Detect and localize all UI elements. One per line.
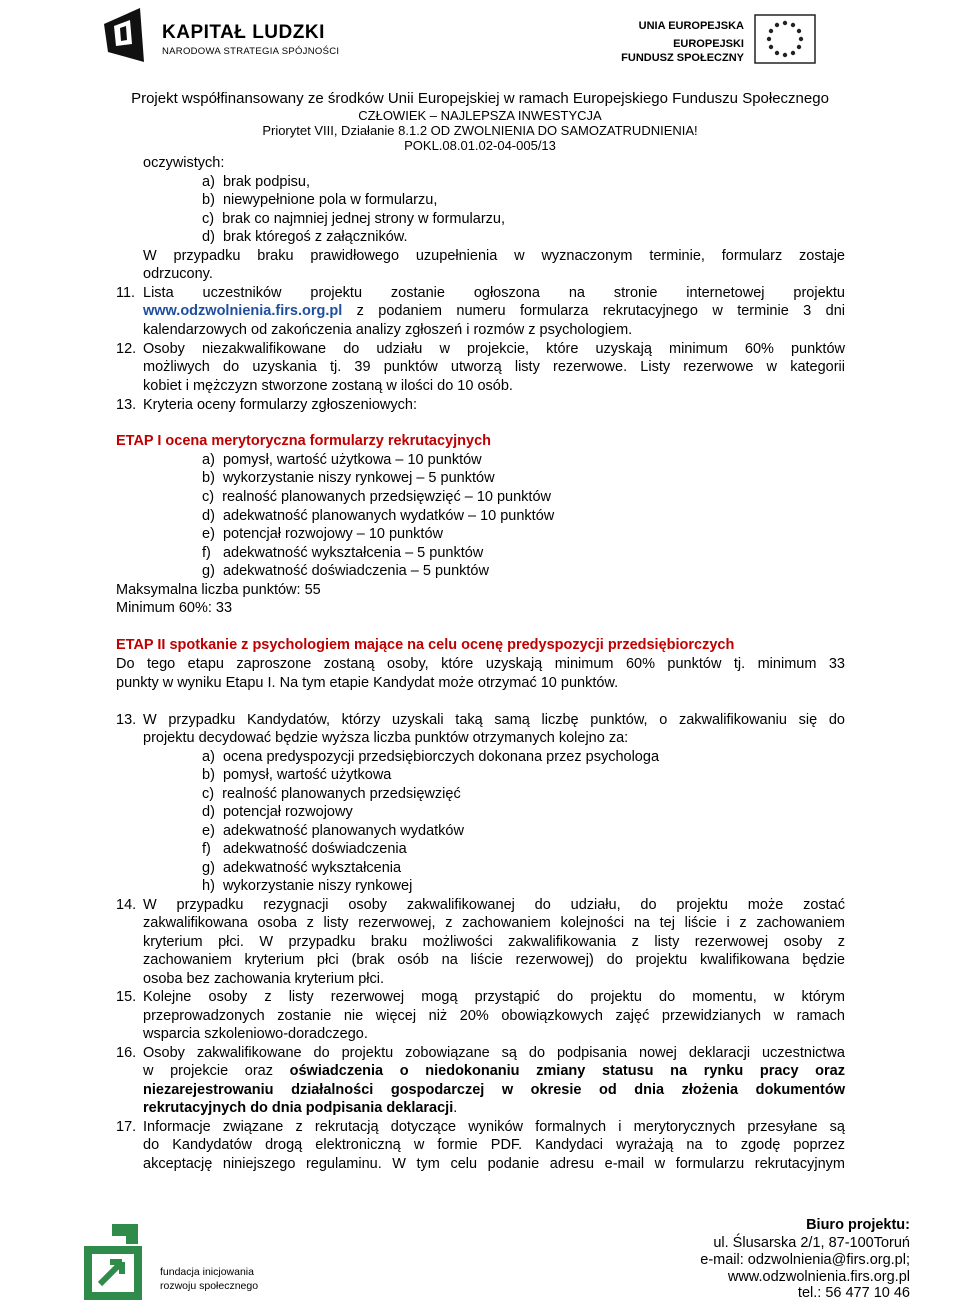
list3-item-b: b) pomysł, wartość użytkowa <box>202 767 392 783</box>
max-points: Maksymalna liczba punktów: 55 <box>116 582 321 598</box>
firs-logo-line1: fundacja inicjowania <box>160 1266 254 1278</box>
list1-item-c: c) brak co najmniej jednej strony w formularzu, <box>202 211 506 227</box>
etap-2-line2: punkty w wyniku Etapu I. Na tym etapie Kandydat może otrzymać 10 punktów. <box>116 675 619 691</box>
item-15-line1: Kolejne osoby z listy rezerwowej mogą przystąpić do projektu do momentu, w którym <box>143 989 845 1005</box>
list2-item-c: c) realność planowanych przedsięwzięć – 10 punktów <box>202 489 551 505</box>
para-p1-line1: W przypadku braku prawidłowego uzupełnienia w wyznaczonym terminie, formularz zostaje <box>143 248 845 264</box>
footer-office-title: Biuro projektu: <box>806 1217 910 1233</box>
firs-logo-line2: rozwoju społecznego <box>160 1280 259 1292</box>
footer-phone: tel.: 56 477 10 46 <box>797 1285 910 1301</box>
list3-item-f: f) adekwatność doświadczenia <box>202 841 407 857</box>
item-16-line1: Osoby zakwalifikowane do projektu zobowiązane są do podpisania nowej deklaracji uczestnictwa <box>143 1045 845 1061</box>
etap-2-line1: Do tego etapu zaproszone zostaną osoby, które uzyskają minimum 60% punktów tj. minimum 33 <box>116 656 845 672</box>
item-16-line4 <box>143 1099 457 1117</box>
kapital-ludzki-subtitle: NARODOWA STRATEGIA SPÓJNOŚCI <box>162 46 340 57</box>
item-14-number: 14. <box>116 897 137 913</box>
kapital-ludzki-emblem-icon <box>100 4 148 66</box>
item-17-line2: do Kandydatów drogą elektroniczną w formie PDF. Kandydaci wyrażają na to zgodę poprzez <box>143 1137 845 1153</box>
eu-flag-icon <box>754 14 816 64</box>
item-17-line3: akceptację niniejszego regulaminu. W tym celu podanie adresu e-mail w formularzu rekrutacyjnym <box>143 1156 845 1172</box>
header-line-1: Projekt współfinansowany ze środków Unii Europejskiej w ramach Europejskiego Funduszu Społecznego <box>131 90 829 107</box>
kapital-ludzki-title: KAPITAŁ LUDZKI <box>162 22 325 43</box>
para-p1-line2: odrzucony. <box>143 266 213 282</box>
item-13-line1: Kryteria oceny formularzy zgłoszeniowych: <box>143 397 417 413</box>
item-14-line5: osoba bez zachowania kryterium płci. <box>143 971 384 987</box>
item-12-number: 12. <box>116 341 137 357</box>
eu-logo-line3: FUNDUSZ SPOŁECZNY <box>621 52 744 64</box>
item-13b-line1: W przypadku Kandydatów, którzy uzyskali taką samą liczbę punktów, o zakwalifikowaniu się do <box>143 712 845 728</box>
item-14-line1: W przypadku rezygnacji osoby zakwalifikowanej do udziału, do projektu może zostać <box>143 897 845 913</box>
list3-item-c: c) realność planowanych przedsięwzięć <box>202 786 461 802</box>
list2-item-g: g) adekwatność doświadczenia – 5 punktów <box>202 563 489 579</box>
item-13-number: 13. <box>116 397 137 413</box>
list3-item-e: e) adekwatność planowanych wydatków <box>202 823 464 839</box>
item-16-line2-text: w projekcie oraz <box>143 1063 290 1079</box>
item-12-line1: Osoby niezakwalifikowane do udziału w projekcie, które uzyskają minimum 60% punktów <box>143 341 845 357</box>
footer-email[interactable]: e-mail: odzwolnienia@firs.org.pl; <box>700 1252 910 1268</box>
list1-item-a: a) brak podpisu, <box>202 174 311 190</box>
item-16-number: 16. <box>116 1045 137 1061</box>
firs-logo <box>82 1218 262 1300</box>
item-12-line2: możliwych do uzyskania tj. 39 punktów utworzą listy rezerwowe. Listy rezerwowe w kategorii <box>143 359 845 375</box>
eu-logo <box>621 14 830 74</box>
list2-item-f: f) adekwatność wykształcenia – 5 punktów <box>202 545 484 561</box>
item-13b-line2: projektu decydować będzie wyższa liczba punktów otrzymanych kolejno za: <box>143 730 629 746</box>
min-points: Minimum 60%: 33 <box>116 600 233 616</box>
eu-logo-line2: EUROPEJSKI <box>673 38 744 50</box>
item-11-line2-text: z podaniem numeru formularza rekrutacyjnego w terminie 3 dni <box>342 303 845 319</box>
item-15-number: 15. <box>116 989 137 1005</box>
item-17-number: 17. <box>116 1119 137 1135</box>
header-line-2: CZŁOWIEK – NAJLEPSZA INWESTYCJA <box>358 108 602 123</box>
list2-item-e: e) potencjał rozwojowy – 10 punktów <box>202 526 443 542</box>
list1-item-b: b) niewypełnione pola w formularzu, <box>202 192 438 208</box>
footer-website[interactable]: www.odzwolnienia.firs.org.pl <box>727 1269 910 1285</box>
list3-item-h: h) wykorzystanie niszy rynkowej <box>202 878 413 894</box>
item-14-line4: zachowaniem kryterium płci (brak osób na liście rezerwowej) do projektu kwalifikowana będzie <box>143 952 845 968</box>
item-13b-number: 13. <box>116 712 137 728</box>
item-14-line2: zakwalifikowana osoba z listy rezerwowej, z zachowaniem kolejności na tej liście i z zachowaniem <box>143 915 845 931</box>
list1-item-d: d) brak któregoś z załączników. <box>202 229 408 245</box>
header-line-3: Priorytet VIII, Działanie 8.1.2 OD ZWOLNIENIA DO SAMOZATRUDNIENIA! <box>262 123 698 138</box>
item-16-line3: niezarejestrowaniu działalności gospodarczej w okresie od dnia złożenia dokumentów <box>143 1082 845 1098</box>
list2-item-b: b) wykorzystanie niszy rynkowej – 5 punktów <box>202 470 495 486</box>
item-11-line3: kalendarzowych od zakończenia analizy zgłoszeń i rozmów z psychologiem. <box>143 322 633 338</box>
etap-2-heading: ETAP II spotkanie z psychologiem mające na celu ocenę predyspozycji przedsiębiorczych <box>116 637 735 653</box>
project-website-link[interactable]: www.odzwolnienia.firs.org.pl <box>143 303 343 319</box>
item-15-line2: przeprowadzonych zostanie nie więcej niż 20% obowiązkowych zajęć przewidzianych w ramach <box>143 1008 845 1024</box>
oczywistych-label: oczywistych: <box>143 155 225 171</box>
list2-item-a: a) pomysł, wartość użytkowa – 10 punktów <box>202 452 482 468</box>
item-12-line3: kobiet i mężczyzn stworzone zostaną w ilości do 10 osób. <box>143 378 513 394</box>
item-15-line3: wsparcia szkoleniowo-doradczego. <box>143 1026 368 1042</box>
list3-item-g: g) adekwatność wykształcenia <box>202 860 402 876</box>
item-11-line2 <box>143 302 845 320</box>
item-16-line2 <box>143 1062 845 1080</box>
etap-1-heading: ETAP I ocena merytoryczna formularzy rekrutacyjnych <box>116 433 491 449</box>
item-16-line2-bold: oświadczenia o niedokonaniu zmiany statusu na rynku pracy oraz <box>289 1063 845 1079</box>
item-16-line4-dot: . <box>453 1100 458 1116</box>
header-line-4: POKL.08.01.02-04-005/13 <box>404 138 556 153</box>
item-11-number: 11. <box>116 285 136 301</box>
item-11-line1: Lista uczestników projektu zostanie ogłoszona na stronie internetowej projektu <box>143 285 845 301</box>
eu-logo-line1: UNIA EUROPEJSKA <box>638 20 744 32</box>
item-14-line3: kryterium płci. W przypadku braku możliwości zakwalifikowania z listy rezerwowej osoby z <box>143 934 845 950</box>
list3-item-a: a) ocena predyspozycji przedsiębiorczych dokonana przez psychologa <box>202 749 660 765</box>
firs-emblem-icon <box>82 1220 144 1300</box>
item-17-line1: Informacje związane z rekrutacją dotyczące wyników formalnych i merytorycznych przesyłane są <box>143 1119 845 1135</box>
kapital-ludzki-logo <box>100 4 340 66</box>
item-16-line4-bold: rekrutacyjnych do dnia podpisania deklaracji <box>143 1100 454 1116</box>
footer-address: ul. Ślusarska 2/1, 87-100Toruń <box>713 1235 910 1251</box>
list2-item-d: d) adekwatność planowanych wydatków – 10 punktów <box>202 508 555 524</box>
list3-item-d: d) potencjał rozwojowy <box>202 804 353 820</box>
